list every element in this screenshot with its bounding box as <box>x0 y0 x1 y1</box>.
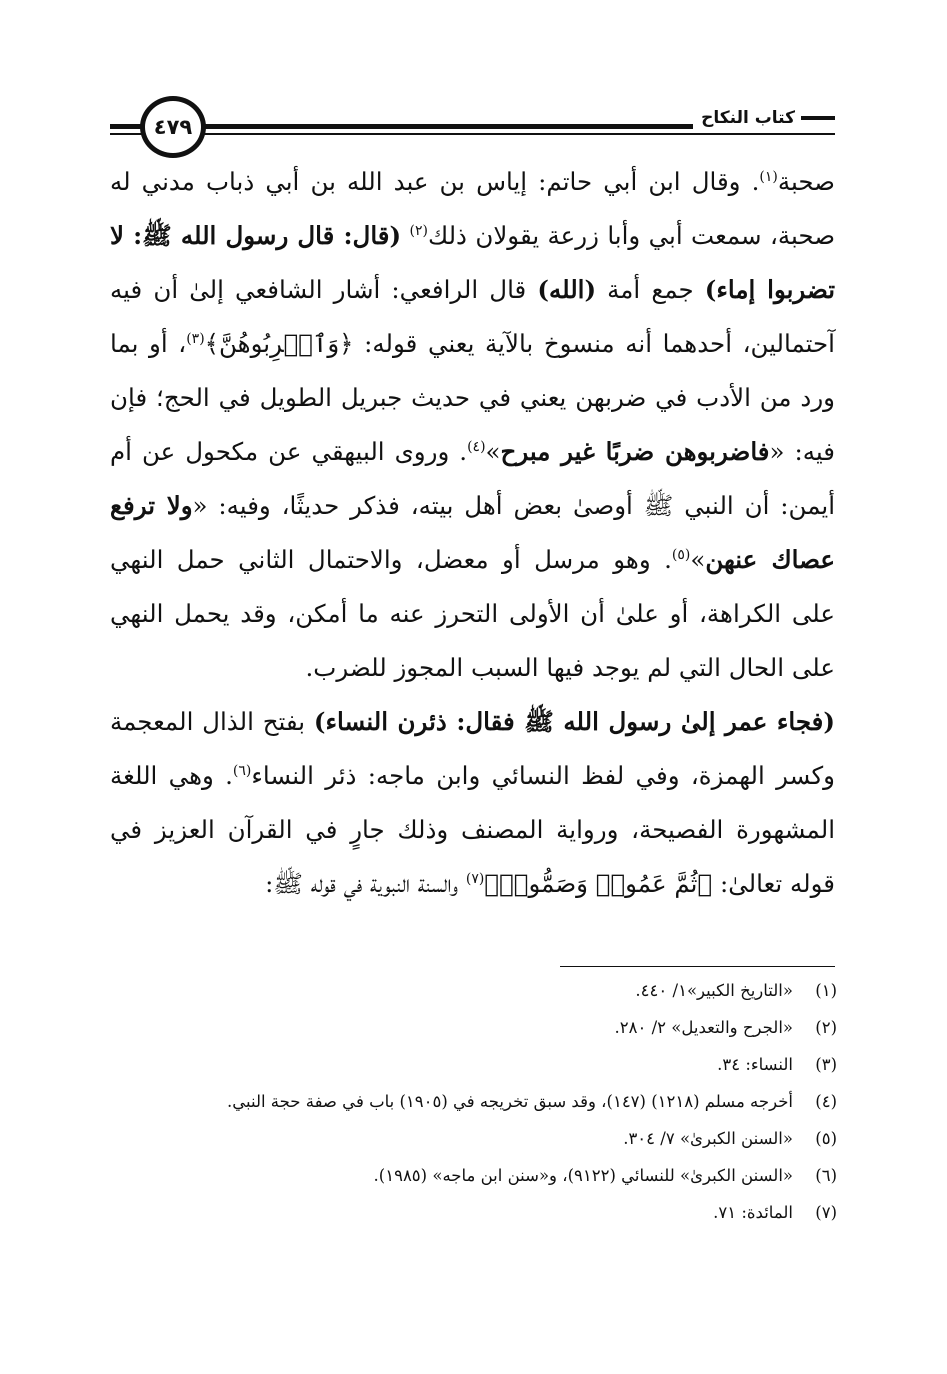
text-run: صحبة <box>777 167 835 196</box>
text-run: » <box>690 545 706 574</box>
footnote-item <box>112 1009 837 1046</box>
footnote-text: «السنن الكبرىٰ» ٧/ ٣٠٤. <box>623 1129 793 1148</box>
main-text <box>110 155 835 911</box>
chapter-title-text: كتاب النكاح <box>701 108 795 128</box>
text-run: والسنة النبوية في قوله ﷺ: <box>265 869 466 898</box>
hadith-quote-bold: (قال: قال رسول الله ﷺ: لا تضربوا إماء) <box>110 221 836 304</box>
footnote-item <box>112 972 837 1009</box>
footnote-text: «السنن الكبرىٰ» للنسائي (٩١٢٢)، و«سنن ابن ماجه» (١٩٨٥). <box>373 1166 793 1185</box>
text-run: . وهو مرسل أو معضل، والاحتمال الثاني حمل النهي على الكراهة، أو علىٰ أن الأولى التحرز عنه ما أمكن، وقد يحمل النهي على الحال التي لم يوجد فيها السبب المجوز للضرب. <box>110 545 835 682</box>
hadith-quote-bold: (فجاء عمر إلىٰ رسول الله ﷺ فقال: ذئرن النساء) <box>313 707 835 736</box>
footnote-item <box>112 1083 837 1120</box>
text-run: جمع أمة <box>596 275 705 304</box>
page-number: ٤٧٩ <box>153 115 193 139</box>
header-rule-thin <box>110 133 835 135</box>
footnotes-list <box>112 972 837 1231</box>
footnote-ref-7[interactable]: (٧) <box>465 870 485 887</box>
text-run: . وقال ابن أبي حاتم: إياس بن عبد الله بن أبي ذباب مدني له صحبة، سمعت أبي وأبا زرعة يقولان ذلك <box>110 167 836 250</box>
footnote-number: (٦) <box>815 1166 837 1185</box>
text-run: . وروى البيهقي عن مكحول عن أم أيمن: أن النبي ﷺ أوصىٰ بعض أهل بيته، فذكر حديثًا، وفيه: « <box>110 437 835 520</box>
hadith-quote-bold: فاضربوهن ضربًا غير مبرح <box>500 437 770 466</box>
footnote-number: (٤) <box>815 1092 837 1111</box>
page-number-badge <box>140 96 206 158</box>
text-run: قال الرافعي: أشار الشافعي إلىٰ أن فيه آحتمالين، أحدهما أنه منسوخ بالآية يعني قوله: ﴿وَٱضۡرِبُوهُنَّ﴾ <box>110 275 835 358</box>
footnote-number: (١) <box>815 981 837 1000</box>
footnote-ref-6[interactable]: (٦) <box>232 762 252 779</box>
footnote-number: (٥) <box>815 1129 837 1148</box>
paragraph-1 <box>110 155 835 695</box>
footnote-text: أخرجه مسلم (١٢١٨) (١٤٧)، وقد سبق تخريجه في (١٩٠٥) باب في صفة حجة النبي. <box>226 1092 793 1111</box>
footnote-separator <box>560 966 835 967</box>
footnote-ref-5[interactable]: (٥) <box>671 546 691 563</box>
chapter-title <box>693 106 835 130</box>
footnote-ref-1[interactable]: (١) <box>759 168 778 185</box>
text-run: » <box>485 437 501 466</box>
text-run: . وهي اللغة المشهورة الفصيحة، ورواية المصنف وذلك جارٍ في القرآن العزيز في قوله تعالىٰ: ﴿ثُمَّ عَمُوا۟ وَصَمُّوا۟﴾ <box>110 761 835 898</box>
footnote-text: المائدة: ٧١. <box>713 1203 793 1222</box>
footnote-item <box>112 1194 837 1231</box>
hadith-quote-bold: (الله) <box>537 275 597 304</box>
footnote-number: (٣) <box>815 1055 837 1074</box>
footnote-ref-2[interactable]: (٢) <box>409 222 428 239</box>
text-run: بفتح الذال المعجمة وكسر الهمزة، وفي لفظ النسائي وابن ماجه: ذئر النساء <box>110 707 836 790</box>
footnote-item <box>112 1120 837 1157</box>
footnote-text: «التاريخ الكبير»١/ ٤٤٠. <box>635 981 793 1000</box>
footnote-ref-3[interactable]: (٣) <box>186 330 205 347</box>
footnote-ref-4[interactable]: (٤) <box>467 438 486 455</box>
footnote-text: النساء: ٣٤. <box>717 1055 793 1074</box>
title-lead-bar <box>801 116 835 120</box>
footnote-number: (٢) <box>815 1018 837 1037</box>
footnote-number: (٧) <box>815 1203 837 1222</box>
paragraph-2 <box>110 695 835 911</box>
text-run: ، أو بما ورد من الأدب في ضربهن يعني في حديث جبريل الطويل في الحج؛ فإن فيه: « <box>110 329 835 466</box>
hadith-quote-bold: ولا ترفع عصاك عنهن <box>110 491 835 574</box>
footnote-item <box>112 1157 837 1194</box>
footnote-item <box>112 1046 837 1083</box>
footnote-text: «الجرح والتعديل» ٢/ ٢٨٠. <box>614 1018 793 1037</box>
